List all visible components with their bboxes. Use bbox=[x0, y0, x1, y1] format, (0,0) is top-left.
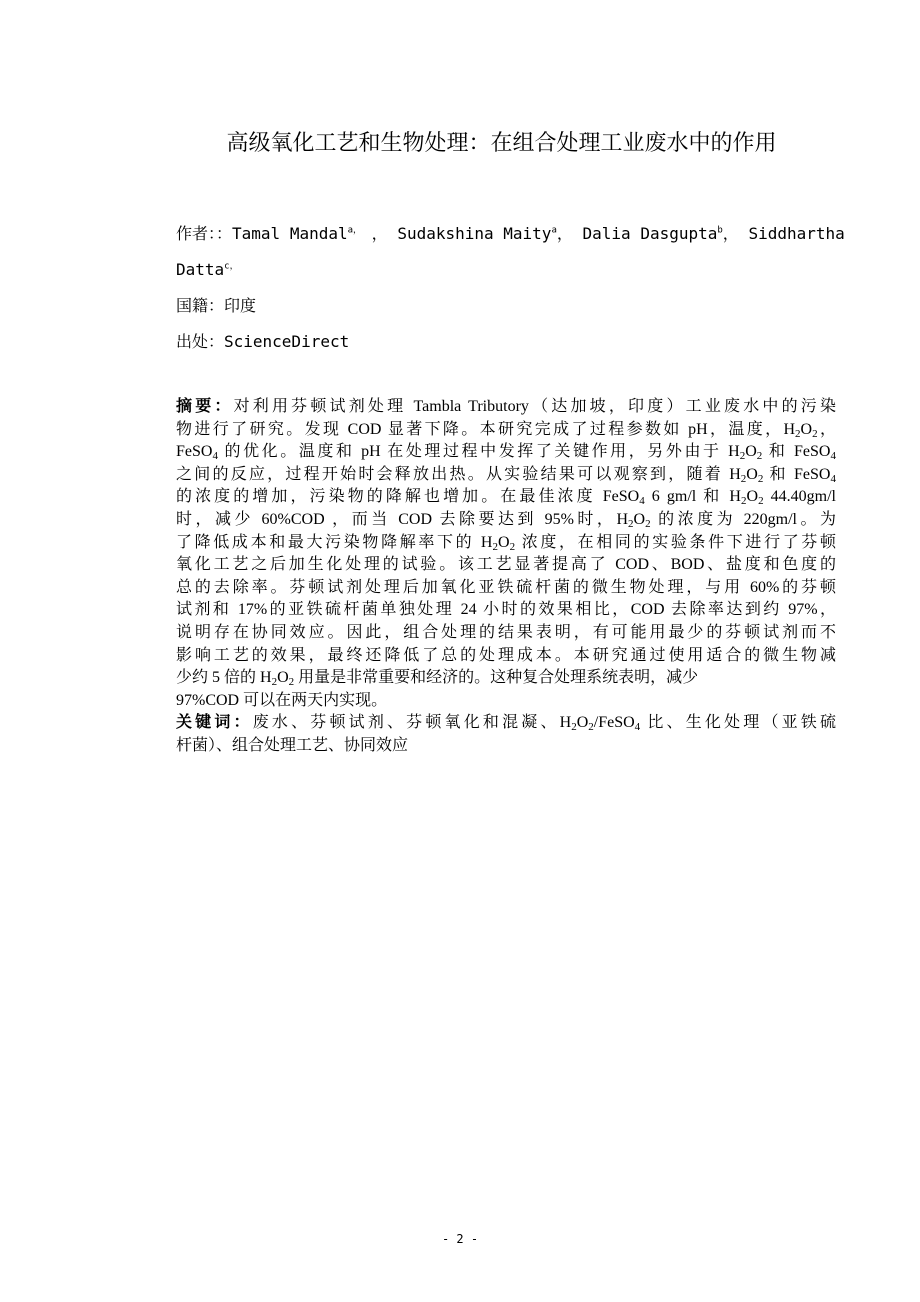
authors-line bbox=[176, 222, 845, 246]
subscript: 2 bbox=[795, 427, 801, 440]
subscript: 4 bbox=[830, 472, 836, 485]
subscript: 2 bbox=[739, 450, 746, 463]
document-title: 高级氧化工艺和生物处理：在组合处理工业废水中的作用 bbox=[226, 131, 777, 156]
abstract-text: FeSO bbox=[176, 443, 213, 461]
abstract-line: 氧化工艺之后加生化处理的试验。该工艺显著提高了 COD、BOD、盐度和色度的 bbox=[176, 556, 836, 574]
author-name: Dalia Dasgupta bbox=[582, 224, 718, 243]
subscript: 2 bbox=[645, 517, 651, 530]
abstract-text: ， bbox=[817, 420, 836, 438]
abstract-line bbox=[176, 509, 836, 532]
page-number: - 2 - bbox=[441, 1232, 479, 1246]
affiliation-mark: a bbox=[551, 225, 557, 236]
abstract-text: 和 FeSO bbox=[762, 443, 831, 461]
abstract-line: 97%COD 可以在两天内实现。 bbox=[176, 691, 388, 709]
subscript: 4 bbox=[639, 495, 645, 508]
subscript: 2 bbox=[509, 540, 516, 553]
abstract-text: O bbox=[746, 465, 758, 483]
subscript: 2 bbox=[588, 721, 594, 734]
abstract-text: 44.40gm/l bbox=[763, 488, 836, 506]
subscript: 2 bbox=[758, 495, 764, 508]
affiliation-mark: b bbox=[717, 225, 723, 236]
affiliation-mark: a， bbox=[347, 225, 363, 236]
abstract-text: O bbox=[277, 669, 289, 687]
author-name: Siddhartha bbox=[748, 224, 845, 243]
subscript: 2 bbox=[812, 427, 818, 440]
keywords-text: 废水、芬顿试剂、芬顿氧化和混凝、H bbox=[252, 714, 572, 732]
abstract-label: 摘要： bbox=[176, 398, 234, 415]
subscript: 2 bbox=[271, 676, 278, 689]
abstract-text: 的浓度的增加，污染物的降解也增加。在最佳浓度 FeSO bbox=[176, 488, 640, 506]
abstract-text: 用量是非常重要和经济的。这种复合处理系统表明，减少 bbox=[294, 669, 699, 687]
abstract-line bbox=[176, 419, 836, 442]
abstract-text: 6 gm/l 和 H bbox=[644, 488, 741, 506]
subscript: 4 bbox=[212, 450, 218, 463]
abstract-line bbox=[176, 667, 836, 690]
subscript: 2 bbox=[492, 540, 498, 553]
abstract-text: 对利用芬顿试剂处理 Tambla Tributory（达加坡，印度）工业废水中的污染 bbox=[233, 398, 836, 415]
abstract-text: 的浓度为 220gm/l。为 bbox=[650, 510, 836, 528]
abstract-text: O bbox=[746, 488, 759, 506]
abstract-text: 物进行了研究。发现 COD 显著下降。本研究完成了过程参数如 pH，温度，H bbox=[176, 420, 796, 438]
separator: ， bbox=[722, 224, 739, 243]
abstract-text: 和 FeSO bbox=[763, 465, 831, 483]
abstract-line: 总的去除率。芬顿试剂处理后加氧化亚铁硫杆菌的微生物处理，与用 60%的芬顿 bbox=[176, 578, 836, 596]
keywords-line: 杆菌）、组合处理工艺、协同效应 bbox=[176, 736, 409, 754]
keywords-text: /FeSO bbox=[593, 714, 635, 732]
abstract-text: 时，减少 60%COD ，而当 COD 去除要达到 95%时，H bbox=[176, 510, 628, 528]
subscript: 2 bbox=[740, 472, 747, 485]
abstract-section bbox=[176, 396, 836, 758]
abstract-line bbox=[176, 396, 836, 419]
abstract-text: 的优化。温度和 pH 在处理过程中发挥了关键作用，另外由于 H bbox=[217, 443, 740, 461]
subscript: 2 bbox=[741, 495, 747, 508]
abstract-text: 之间的反应，过程开始时会释放出热。从实验结果可以观察到，随着 H bbox=[176, 465, 741, 483]
abstract-text: 少约 5 倍的 H bbox=[176, 669, 272, 687]
keywords-label: 关键词： bbox=[176, 714, 253, 732]
author-name: Sudakshina Maity bbox=[397, 224, 552, 243]
abstract-line: 影响工艺的效果，最终还降低了总的处理成本。本研究通过使用适合的微生物减 bbox=[176, 646, 836, 664]
abstract-line bbox=[176, 486, 836, 509]
nationality: 国籍：印度 bbox=[176, 296, 257, 315]
author-name: Datta bbox=[176, 260, 225, 279]
abstract-line bbox=[176, 441, 836, 464]
authors-label: 作者：： bbox=[176, 224, 233, 243]
separator: ， bbox=[556, 224, 573, 243]
affiliation-mark: c， bbox=[224, 261, 239, 272]
subscript: 2 bbox=[571, 721, 577, 734]
subscript: 2 bbox=[756, 450, 763, 463]
authors-line-continued bbox=[176, 258, 836, 282]
abstract-text: O bbox=[633, 510, 646, 528]
abstract-text: O bbox=[745, 443, 757, 461]
abstract-line bbox=[176, 532, 836, 555]
subscript: 4 bbox=[634, 721, 641, 734]
abstract-text: 了降低成本和最大污染物降解率下的 H bbox=[176, 533, 493, 551]
author-name: Tamal Mandal bbox=[232, 224, 348, 243]
abstract-text: 浓度，在相同的实验条件下进行了芬顿 bbox=[515, 533, 836, 551]
subscript: 2 bbox=[757, 472, 764, 485]
keywords-text: O bbox=[576, 714, 589, 732]
subscript: 4 bbox=[830, 450, 836, 463]
abstract-line bbox=[176, 464, 836, 487]
abstract-line: 说明存在协同效应。因此，组合处理的结果表明，有可能用最少的芬顿试剂而不 bbox=[176, 623, 836, 641]
subscript: 2 bbox=[628, 517, 634, 530]
abstract-text: O bbox=[498, 533, 510, 551]
keywords-line bbox=[176, 712, 836, 735]
separator: ， bbox=[362, 224, 388, 243]
abstract-text: O bbox=[800, 420, 813, 438]
abstract-line: 试剂和 17%的亚铁硫杆菌单独处理 24 小时的效果相比，COD 去除率达到约 97%， bbox=[176, 601, 836, 619]
subscript: 2 bbox=[288, 676, 295, 689]
source: 出处：ScienceDirect bbox=[176, 332, 350, 351]
keywords-text: 比、生化处理（亚铁硫 bbox=[640, 714, 836, 732]
